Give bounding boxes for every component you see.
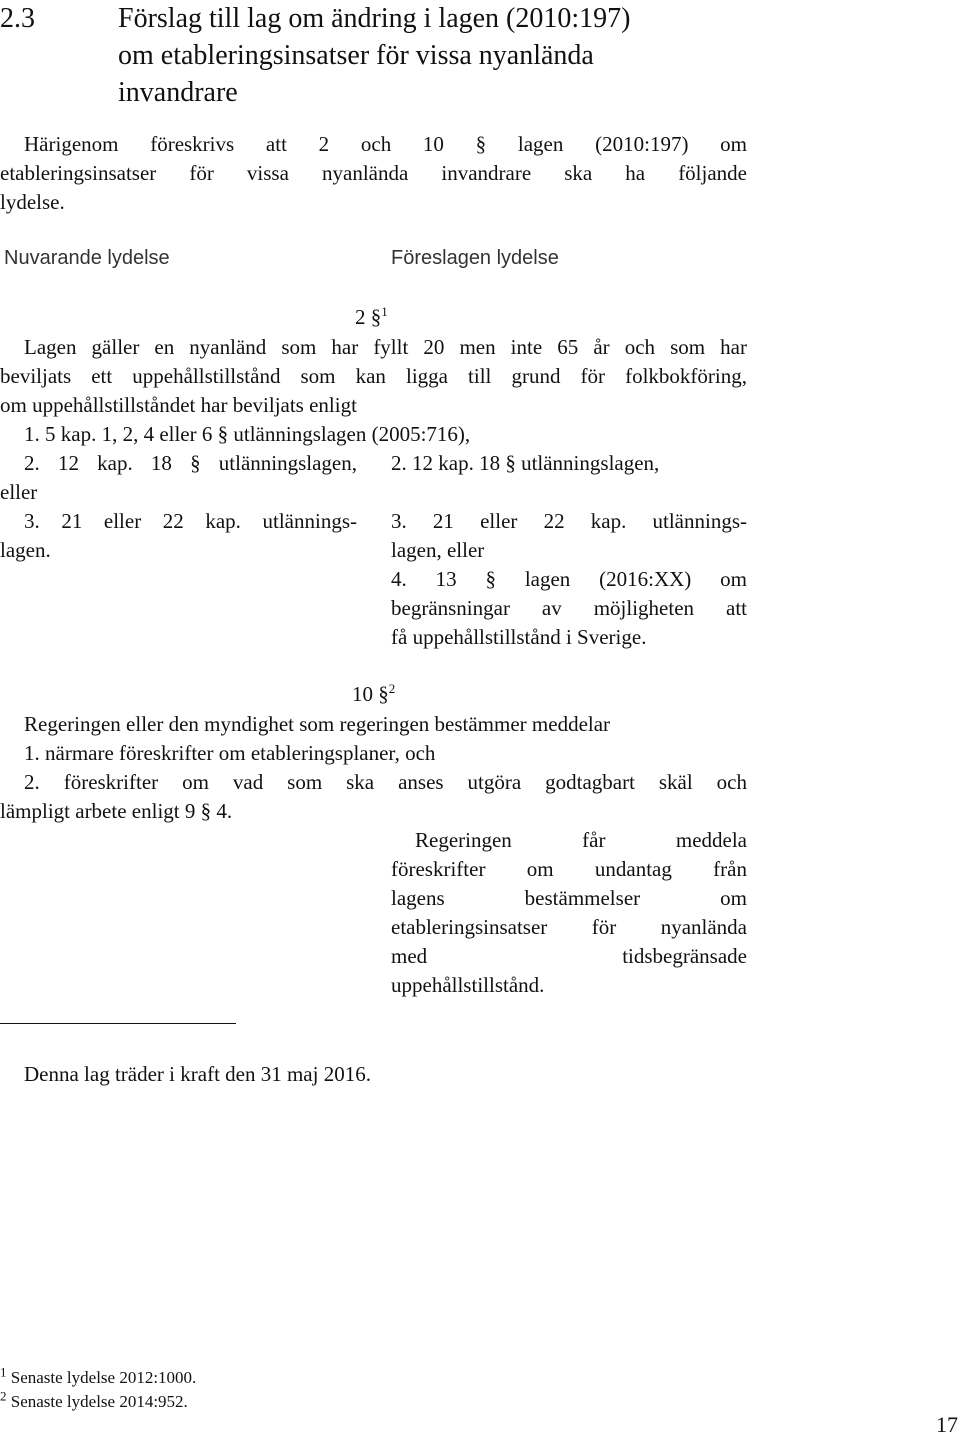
proposed-line: lagen, eller — [391, 538, 485, 562]
section-2-heading — [355, 303, 388, 332]
intro-line: lydelse. — [0, 190, 65, 214]
body-line: lämpligt arbete enligt 9 § 4. — [0, 799, 233, 823]
section-10-heading — [352, 680, 395, 709]
proposed-line: föreskrifter om undantag från — [391, 857, 747, 881]
separator-rule — [0, 1023, 236, 1024]
column-header-current: Nuvarande lydelse — [4, 247, 170, 269]
current-line: 3. 21 eller 22 kap. utlännings- — [24, 509, 357, 533]
body-line: om uppehållstillståndet har beviljats enligt — [0, 393, 357, 417]
proposed-line: lagens bestämmelser om — [391, 886, 747, 910]
footnote-text: Senaste lydelse 2014:952. — [10, 1392, 188, 1411]
footnote-1 — [0, 1366, 196, 1390]
proposed-line: 2. 12 kap. 18 § utlänningslagen, — [391, 451, 660, 475]
page-number: 17 — [936, 1412, 958, 1437]
footnote-number: 1 — [0, 1364, 7, 1380]
body-line: Lagen gäller en nyanländ som har fyllt 20 men inte 65 år och som har — [24, 335, 747, 359]
proposed-line: etableringsinsatser för nyanlända — [391, 915, 747, 939]
column-header-proposed: Föreslagen lydelse — [391, 247, 559, 269]
body-line: 1. närmare föreskrifter om etableringsplaner, och — [24, 741, 436, 765]
proposed-line: begränsningar av möjligheten att — [391, 596, 747, 620]
section-2-current-column — [0, 449, 357, 565]
intro-line: Härigenom föreskrivs att 2 och 10 § lagen (2010:197) om — [24, 132, 747, 156]
title-line: Förslag till lag om ändring i lagen (2010:197) — [118, 3, 631, 34]
intro-paragraph — [0, 130, 747, 217]
proposed-line: 3. 21 eller 22 kap. utlännings- — [391, 509, 747, 533]
section-2-proposed-column — [391, 449, 747, 652]
current-line: lagen. — [0, 538, 51, 562]
proposed-line: uppehållstillstånd. — [391, 973, 545, 997]
proposed-line: Regeringen får meddela — [415, 828, 747, 852]
section-number: 2.3 — [0, 3, 35, 34]
footnote-text: Senaste lydelse 2012:1000. — [10, 1368, 197, 1387]
section-10-heading-text: 10 § — [352, 682, 389, 706]
footnote-ref-1: 1 — [381, 304, 388, 319]
title-line: invandrare — [118, 77, 238, 108]
title-line: om etableringsinsatser för vissa nyanlända — [118, 40, 594, 71]
current-line: eller — [0, 480, 38, 504]
current-line: 2. 12 kap. 18 § utlänningslagen, — [24, 451, 357, 475]
section-10-body — [0, 710, 747, 826]
proposed-line: med tidsbegränsade — [391, 944, 747, 968]
body-line: 2. föreskrifter om vad som ska anses utgöra godtagbart skäl och — [24, 770, 747, 794]
footnote-2 — [0, 1390, 188, 1414]
document-title — [118, 0, 630, 111]
proposed-line: 4. 13 § lagen (2016:XX) om — [391, 567, 747, 591]
intro-line: etableringsinsatser för vissa nyanlända invandrare ska ha följande — [0, 161, 747, 185]
effective-date-text: Denna lag träder i kraft den 31 maj 2016. — [24, 1062, 371, 1086]
body-line: beviljats ett uppehållstillstånd som kan ligga till grund för folkbokföring, — [0, 364, 747, 388]
section-10-proposed-column — [391, 826, 747, 1000]
body-line: 1. 5 kap. 1, 2, 4 eller 6 § utlänningslagen (2005:716), — [24, 422, 471, 446]
body-line: Regeringen eller den myndighet som regeringen bestämmer meddelar — [24, 712, 611, 736]
proposed-line: få uppehållstillstånd i Sverige. — [391, 625, 647, 649]
section-2-body — [0, 333, 747, 449]
footnote-ref-2: 2 — [388, 681, 396, 696]
section-2-heading-text: 2 § — [355, 305, 382, 329]
footnote-number: 2 — [0, 1388, 7, 1404]
